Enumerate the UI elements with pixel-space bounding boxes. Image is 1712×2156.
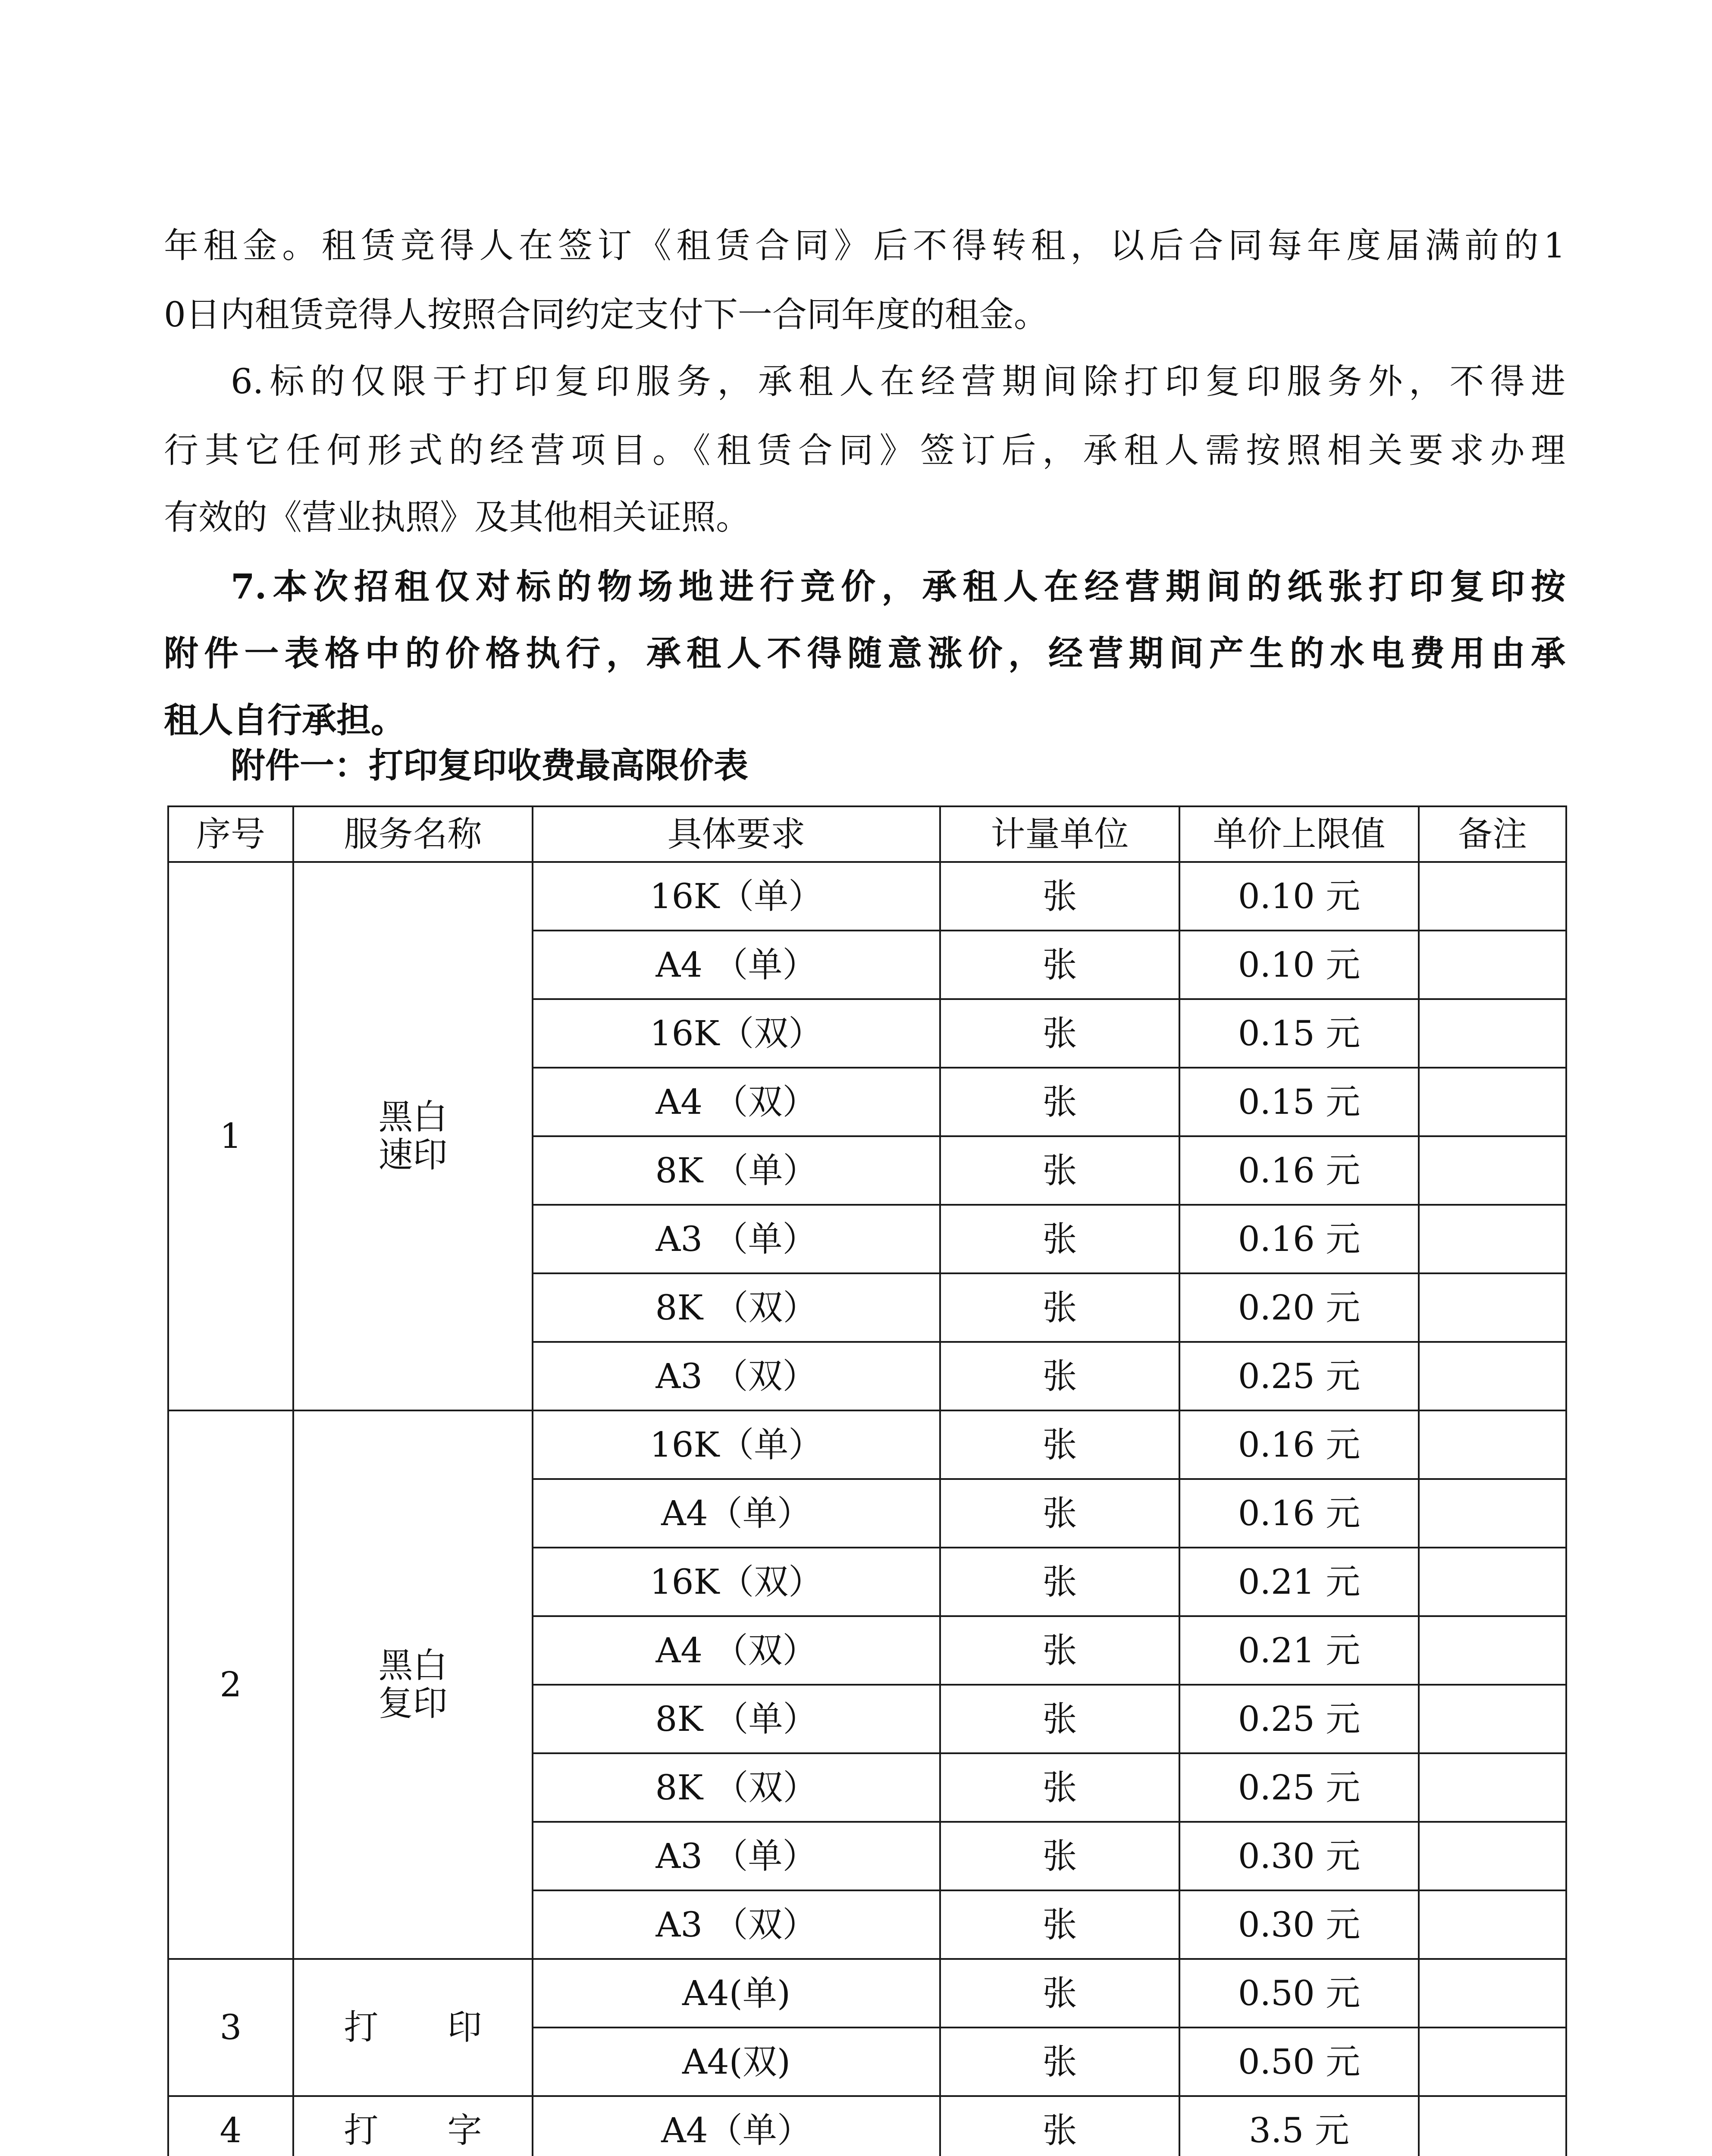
paragraph-2-line-1: 6.标的仅限于打印复印服务，承租人在经营期间除打印复印服务外，不得进 [231,361,1565,401]
price-cell: 0.30 元 [1179,1890,1419,1959]
unit-cell: 张 [940,2096,1179,2156]
unit-cell: 张 [940,1205,1179,1273]
note-cell [1419,1479,1566,1548]
unit-cell: 张 [940,931,1179,999]
note-cell [1419,862,1566,931]
service-name-line: 速印 [378,1135,448,1175]
note-cell [1419,1068,1566,1136]
unit-cell: 张 [940,1136,1179,1205]
paragraph-2-line-2: 行其它任何形式的经营项目。《租赁合同》签订后，承租人需按照相关要求办理 [164,430,1565,470]
unit-cell: 张 [940,1479,1179,1548]
note-cell [1419,1342,1566,1410]
paragraph-3-line-2: 附件一表格中的价格执行，承租人不得随意涨价，经营期间产生的水电费用由承 [164,633,1565,674]
price-cell: 0.25 元 [1179,1342,1419,1410]
note-cell [1419,1753,1566,1822]
unit-cell: 张 [940,1342,1179,1410]
unit-cell: 张 [940,1273,1179,1342]
note-cell [1419,1205,1566,1273]
table-header-row [168,806,1566,862]
service-name: 打 印 [293,1959,533,2096]
table-row [168,2096,1566,2156]
group-number: 3 [168,1959,293,2096]
note-cell [1419,1685,1566,1753]
price-cell: 0.20 元 [1179,1273,1419,1342]
price-cell: 0.16 元 [1179,1136,1419,1205]
price-cell: 0.15 元 [1179,999,1419,1068]
group-number: 1 [168,862,293,1410]
note-cell [1419,1548,1566,1616]
price-cell: 0.25 元 [1179,1685,1419,1753]
requirement-cell: 16K（单） [533,1410,940,1479]
requirement-cell: 8K （单） [533,1685,940,1753]
unit-cell: 张 [940,999,1179,1068]
note-cell [1419,2028,1566,2096]
paragraph-2-line-3: 有效的《营业执照》及其他相关证照。 [164,497,750,537]
header-no: 序号 [168,806,293,862]
service-name-line: 黑白 [378,1645,448,1686]
paragraph-3-line-1: 7.本次招租仅对标的物场地进行竞价，承租人在经营期间的纸张打印复印按 [231,566,1565,607]
requirement-cell: A4 （双） [533,1616,940,1685]
price-cell: 0.16 元 [1179,1410,1419,1479]
requirement-cell: A4（单） [533,2096,940,2156]
header-price-limit: 单价上限值 [1179,806,1419,862]
header-requirement: 具体要求 [533,806,940,862]
unit-cell: 张 [940,2028,1179,2096]
service-name-line: 复印 [378,1683,448,1724]
requirement-cell: A4(双) [533,2028,940,2096]
paragraph-3-line-3: 租人自行承担。 [164,700,405,740]
requirement-cell: A4（单） [533,1479,940,1548]
unit-cell: 张 [940,1753,1179,1822]
requirement-cell: A3 （单） [533,1205,940,1273]
price-cell: 0.10 元 [1179,931,1419,999]
unit-cell: 张 [940,1068,1179,1136]
requirement-cell: A4 （单） [533,931,940,999]
price-cell: 0.50 元 [1179,1959,1419,2028]
table-row [168,1410,1566,1479]
requirement-cell: 8K （双） [533,1753,940,1822]
price-cell: 0.25 元 [1179,1753,1419,1822]
unit-cell: 张 [940,1685,1179,1753]
price-cell: 0.21 元 [1179,1548,1419,1616]
header-note: 备注 [1419,806,1566,862]
note-cell [1419,931,1566,999]
unit-cell: 张 [940,1890,1179,1959]
requirement-cell: A3 （双） [533,1890,940,1959]
requirement-cell: 16K（单） [533,862,940,931]
unit-cell: 张 [940,1822,1179,1890]
requirement-cell: 16K（双） [533,999,940,1068]
price-cell: 0.16 元 [1179,1479,1419,1548]
service-name-line: 黑白 [378,1097,448,1137]
table-caption: 附件一：打印复印收费最高限价表 [231,745,748,786]
unit-cell: 张 [940,1616,1179,1685]
note-cell [1419,1273,1566,1342]
paragraph-1-line-2: 0日内租赁竞得人按照合同约定支付下一合同年度的租金。 [164,295,1048,335]
paragraph-1-line-1: 年租金。租赁竞得人在签订《租赁合同》后不得转租，以后合同每年度届满前的1 [164,226,1565,266]
unit-cell: 张 [940,1548,1179,1616]
service-name [293,862,533,1410]
price-cell: 0.30 元 [1179,1822,1419,1890]
service-name [293,1410,533,1959]
requirement-cell: A3 （双） [533,1342,940,1410]
note-cell [1419,1616,1566,1685]
note-cell [1419,1136,1566,1205]
note-cell [1419,999,1566,1068]
requirement-cell: A3 （单） [533,1822,940,1890]
price-cell: 0.15 元 [1179,1068,1419,1136]
price-limit-table [167,805,1567,2156]
price-cell: 0.16 元 [1179,1205,1419,1273]
requirement-cell: A4(单) [533,1959,940,2028]
requirement-cell: A4 （双） [533,1068,940,1136]
unit-cell: 张 [940,1959,1179,2028]
group-number: 4 [168,2096,293,2156]
unit-cell: 张 [940,862,1179,931]
price-cell: 0.50 元 [1179,2028,1419,2096]
service-name: 打 字 [293,2096,533,2156]
requirement-cell: 16K（双） [533,1548,940,1616]
table-row [168,1959,1566,2028]
unit-cell: 张 [940,1410,1179,1479]
header-service: 服务名称 [293,806,533,862]
price-cell: 0.10 元 [1179,862,1419,931]
table-row [168,862,1566,931]
note-cell [1419,2096,1566,2156]
group-number: 2 [168,1410,293,1959]
note-cell [1419,1890,1566,1959]
requirement-cell: 8K （单） [533,1136,940,1205]
note-cell [1419,1410,1566,1479]
price-cell: 3.5 元 [1179,2096,1419,2156]
header-unit: 计量单位 [940,806,1179,862]
price-cell: 0.21 元 [1179,1616,1419,1685]
requirement-cell: 8K （双） [533,1273,940,1342]
note-cell [1419,1959,1566,2028]
note-cell [1419,1822,1566,1890]
